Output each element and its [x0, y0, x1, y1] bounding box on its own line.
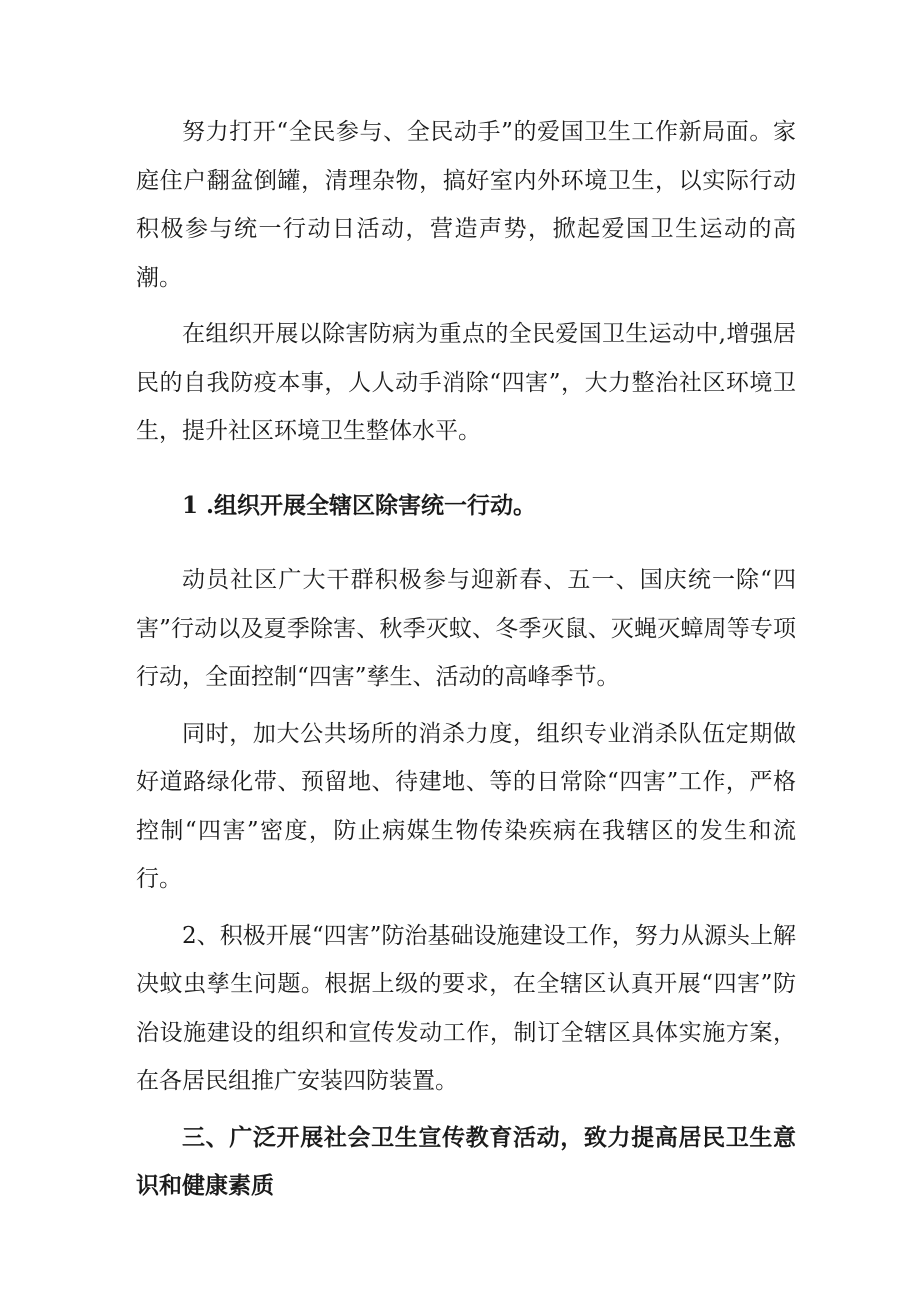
document-body [136, 108, 796, 1211]
paragraph-4: 同时，加大公共场所的消杀力度，组织专业消杀队伍定期做好道路绿化带、预留地、待建地、等的日常除“四害”工作，严格控制“四害”密度，防止病媒生物传染疾病在我辖区的发生和流行。 [136, 720, 796, 892]
paragraph-1: 努力打开“全民参与、全民动手”的爱国卫生工作新局面。家庭住户翻盆倒罐，清理杂物，搞好室内外环境卫生，以实际行动积极参与统一行动日活动，营造声势，掀起爱国卫生运动的高潮。 [136, 119, 796, 291]
paragraph-2: 在组织开展以除害防病为重点的全民爱国卫生运动中,增强居民的自我防疫本事，人人动手消除“四害”，大力整治社区环境卫生，提升社区环境卫生整体水平。 [136, 321, 796, 444]
section-heading-3: 三、广泛开展社会卫生宣传教育活动，致力提高居民卫生意识和健康素质 [136, 1123, 796, 1199]
heading-item-1: 1 .组织开展全辖区除害统一行动。 [182, 491, 537, 519]
paragraph-3: 动员社区广大干群积极参与迎新春、五一、国庆统一除“四害”行动以及夏季除害、秋季灭蚊、冬季灭鼠、灭蝇灭蟑周等专项行动，全面控制“四害”孳生、活动的高峰季节。 [136, 567, 796, 690]
paragraph-5: 2、积极开展“四害”防治基础设施建设工作，努力从源头上解决蚊虫孳生问题。根据上级的要求，在全辖区认真开展“四害”防治设施建设的组织和宣传发动工作，制订全辖区具体实施方案，在各居民组推广安装四防装置。 [136, 922, 796, 1094]
